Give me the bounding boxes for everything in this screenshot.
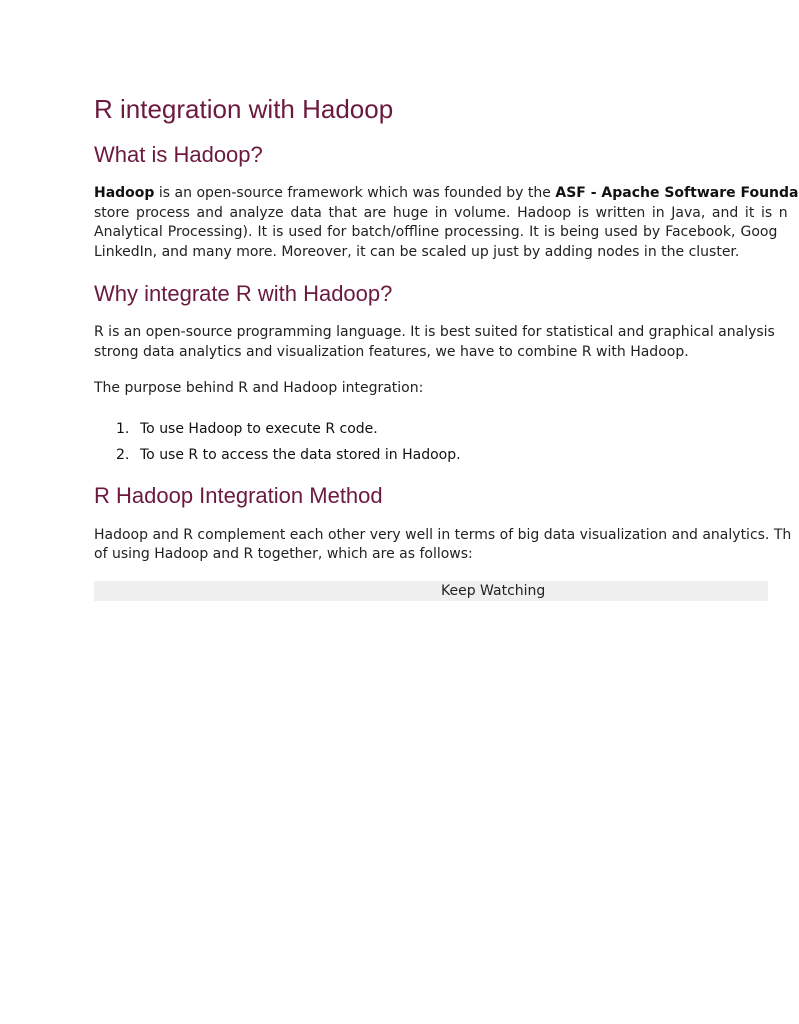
section3-paragraph-line-2: of using Hadoop and R together, which are as follows: (94, 546, 473, 562)
list-text: To use Hadoop to execute R code. (140, 421, 378, 437)
section1-paragraph-line-1 (94, 184, 799, 204)
section1-paragraph-line-4: LinkedIn, and many more. Moreover, it can be scaled up just by adding nodes in the cluster. (94, 244, 740, 260)
bold-term-asf: ASF - Apache Software Founda (555, 185, 799, 201)
section2-paragraph-line-2: strong data analytics and visualization features, we have to combine R with Hadoop. (94, 344, 689, 360)
keep-watching-bar[interactable] (94, 581, 768, 601)
page-title: R integration with Hadoop (94, 94, 394, 124)
section2-paragraph-line-1: R is an open-source programming language. It is best suited for statistical and graphical analysis (94, 324, 775, 340)
section1-paragraph-line-2: store process and analyze data that are huge in volume. Hadoop is written in Java, and it is n (94, 205, 788, 221)
section-heading-integration-method: R Hadoop Integration Method (94, 483, 383, 508)
section3-paragraph-line-1: Hadoop and R complement each other very well in terms of big data visualization and analytics. Th (94, 527, 792, 543)
section-heading-why-integrate: Why integrate R with Hadoop? (94, 281, 393, 306)
list-item (116, 445, 461, 465)
list-number: 1. (116, 421, 130, 437)
text-span: is an open-source framework which was founded by the (154, 185, 556, 201)
section1-paragraph-line-3: Analytical Processing). It is used for batch/offline processing. It is being used by Facebook, Goog (94, 224, 778, 240)
section-heading-what-is-hadoop: What is Hadoop? (94, 142, 263, 167)
list-number: 2. (116, 447, 130, 463)
purpose-sentence: The purpose behind R and Hadoop integration: (94, 380, 424, 396)
bold-term-hadoop: Hadoop (94, 185, 155, 201)
keep-watching-label: Keep Watching (441, 583, 546, 599)
list-item (116, 419, 378, 439)
list-text: To use R to access the data stored in Hadoop. (140, 447, 461, 463)
